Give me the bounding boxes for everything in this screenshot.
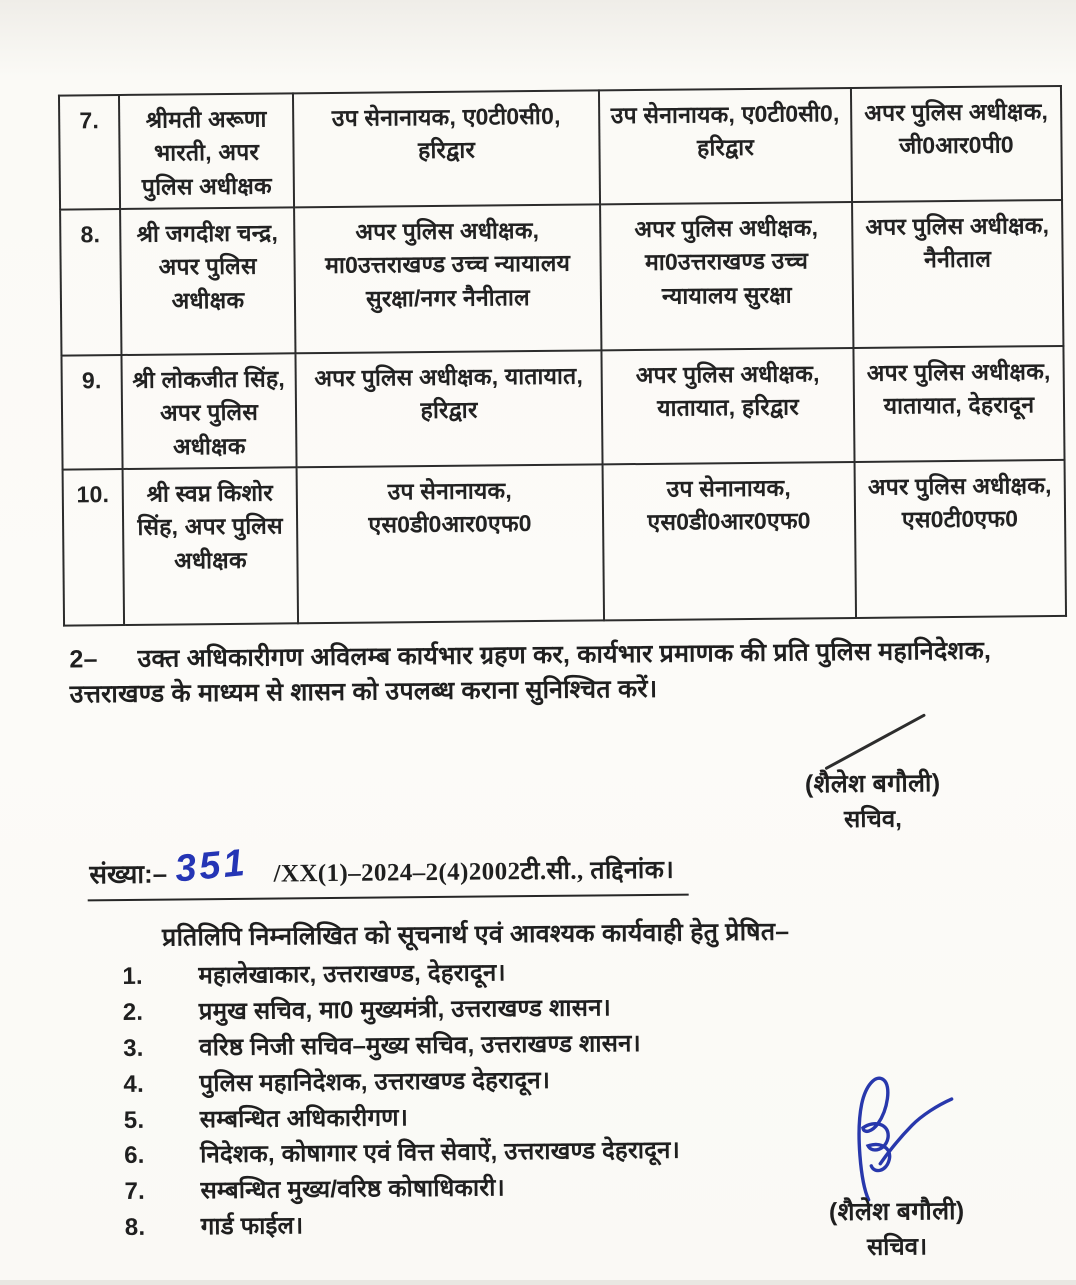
item-number: 6. — [124, 1142, 145, 1170]
copy-section-heading: प्रतिलिपि निम्नलिखित को सूचनार्थ एवं आवश्यक कार्यवाही हेतु प्रेषित– — [161, 917, 790, 952]
new-posting-cell: अपर पुलिस अधीक्षक, नैनीताल — [852, 200, 1063, 348]
current-posting-cell: उप सेनानायक, ए0टी0सी0, हरिद्वार — [293, 90, 600, 207]
reference-number-line — [87, 841, 688, 902]
item-text: निदेशक, कोषागार एवं वित्त सेवाऐं, उत्तराखण्ड देहरादून। — [200, 1137, 681, 1169]
current-posting-cell: उप सेनानायक, एस0डी0आर0एफ0 — [297, 464, 604, 623]
signatory-name: (शैलेश बगौली) — [828, 1196, 965, 1227]
item-text: महालेखाकार, उत्तराखण्ड, देहरादून। — [198, 959, 506, 990]
signatory-title: सचिव। — [866, 1233, 928, 1261]
item-number: 2. — [122, 998, 144, 1026]
list-item — [123, 1029, 843, 1062]
item-number: 5. — [123, 1106, 145, 1134]
serial-number-cell: 10. — [63, 469, 124, 626]
vacated-post-cell: अपर पुलिस अधीक्षक, यातायात, हरिद्वार — [601, 348, 854, 464]
item-number: 1. — [122, 962, 143, 991]
clause-number: 2– — [69, 645, 98, 674]
new-posting-cell: अपर पुलिस अधीक्षक, एस0टी0एफ0 — [855, 460, 1066, 618]
item-number: 3. — [122, 1034, 144, 1062]
item-number: 7. — [124, 1178, 146, 1206]
transfer-order-table — [58, 85, 1067, 627]
ref-file-number: /XX(1)–2024–2(4)2002टी.सी., तद्दिनांक। — [273, 856, 675, 888]
copy-recipient-list — [122, 957, 845, 1251]
new-posting-cell: अपर पुलिस अधीक्षक, यातायात, देहरादून — [853, 346, 1064, 462]
officer-name-cell: श्री स्वप्न किशोर सिंह, अपर पुलिस अधीक्षक — [123, 467, 298, 625]
officer-name-cell: श्री लोकजीत सिंह, अपर पुलिस अधीक्षक — [121, 353, 296, 469]
item-text: प्रमुख सचिव, मा0 मुख्यमंत्री, उत्तराखण्ड शासन। — [198, 994, 612, 1026]
item-number: 4. — [123, 1070, 145, 1098]
serial-number-cell: 9. — [61, 355, 122, 470]
handwritten-ref-number: 351 — [172, 841, 249, 891]
secretary-signature-block-top — [762, 711, 983, 836]
officer-name-cell: श्रीमती अरूणा भारती, अपर पुलिस अधीक्षक — [119, 93, 294, 209]
list-item — [125, 1208, 845, 1241]
item-text: गार्ड फाईल। — [200, 1212, 304, 1241]
signatory-name: (शैलेश बगौली) — [804, 769, 941, 799]
table-row — [60, 200, 1063, 356]
item-text: सम्बन्धित अधिकारीगण। — [199, 1103, 409, 1133]
list-item — [124, 1101, 844, 1134]
vacated-post-cell: उप सेनानायक, एस0डी0आर0एफ0 — [603, 462, 856, 620]
list-item — [124, 1137, 844, 1170]
ref-label: संख्या:– — [89, 858, 168, 890]
list-item — [122, 957, 842, 990]
list-item — [123, 993, 843, 1026]
current-posting-cell: अपर पुलिस अधीक्षक, यातायात, हरिद्वार — [295, 350, 602, 467]
item-text: पुलिस महानिदेशक, उत्तराखण्ड देहरादून। — [199, 1066, 551, 1097]
secretary-signature-block-bottom — [785, 1071, 1007, 1264]
vacated-post-cell: उप सेनानायक, ए0टी0सी0, हरिद्वार — [599, 88, 852, 204]
list-item — [123, 1065, 843, 1098]
vacated-post-cell: अपर पुलिस अधीक्षक, मा0उत्तराखण्ड उच्च न्यायालय सुरक्षा — [600, 202, 853, 350]
handwritten-signature-icon — [815, 1071, 976, 1203]
item-text: सम्बन्धित मुख्य/वरिष्ठ कोषाधिकारी। — [200, 1174, 505, 1205]
table-row — [61, 346, 1064, 470]
list-item — [124, 1172, 844, 1205]
clause-2-paragraph — [69, 633, 1074, 712]
table-row — [63, 460, 1066, 626]
clause-text: उक्त अधिकारीगण अविलम्ब कार्यभार ग्रहण कर, कार्यभार प्रमाणक की प्रति पुलिस महानिदेशक, उत्तराखण्ड के माध्यम से शासन को उपलब्ध कराना सुनिश्चित करें। — [69, 636, 992, 709]
signature-stroke-icon — [822, 711, 933, 770]
officer-name-cell: श्री जगदीश चन्द्र, अपर पुलिस अधीक्षक — [120, 207, 295, 355]
signatory-title: सचिव, — [843, 805, 902, 834]
new-posting-cell: अपर पुलिस अधीक्षक, जी0आर0पी0 — [851, 86, 1062, 202]
table-row — [59, 86, 1062, 210]
serial-number-cell: 8. — [60, 209, 121, 356]
item-number: 8. — [124, 1214, 146, 1242]
item-text: वरिष्ठ निजी सचिव–मुख्य सचिव, उत्तराखण्ड शासन। — [198, 1029, 642, 1062]
serial-number-cell: 7. — [59, 95, 120, 210]
current-posting-cell: अपर पुलिस अधीक्षक, मा0उत्तराखण्ड उच्च न्यायालय सुरक्षा/नगर नैनीताल — [294, 204, 601, 353]
